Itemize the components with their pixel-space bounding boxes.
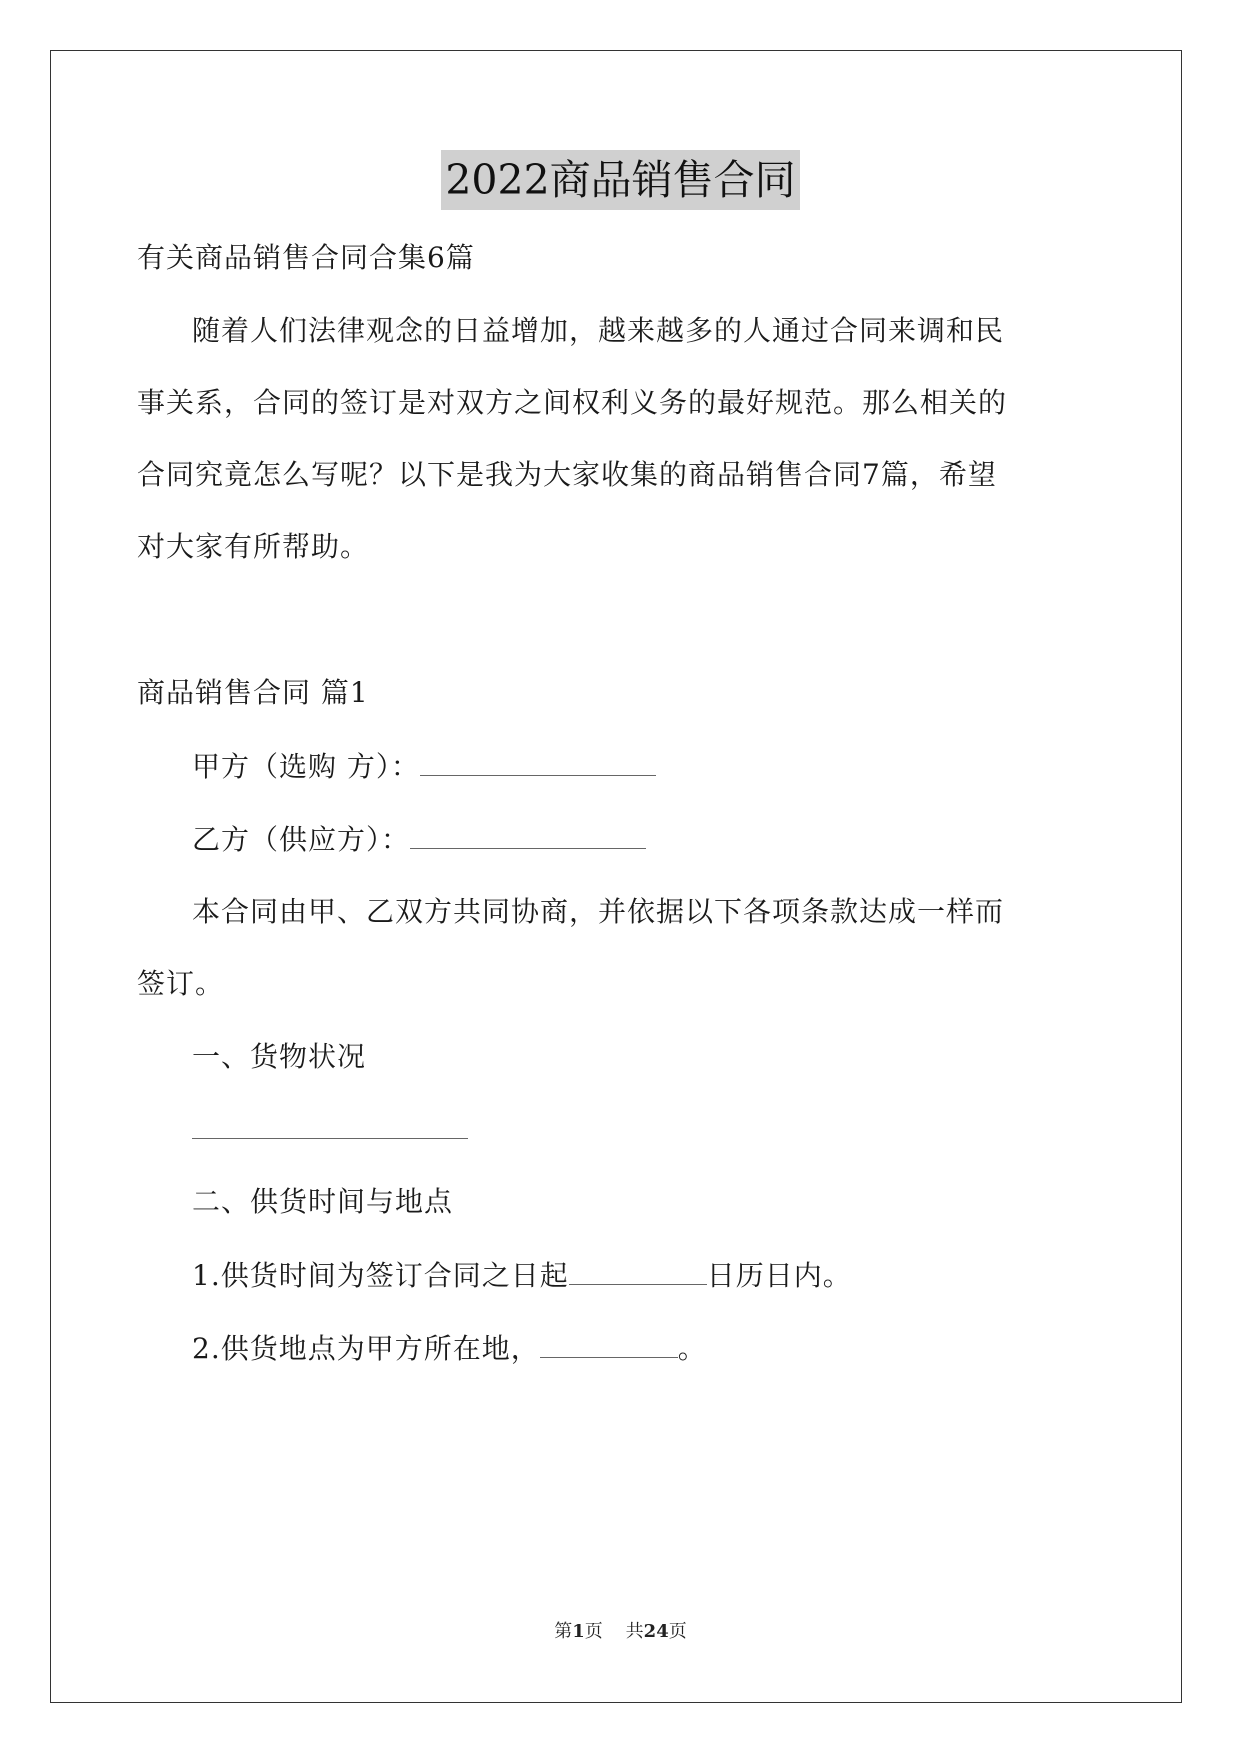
agreement-line-1: 本合同由甲、乙双方共同协商，并依据以下各项条款达成一样而	[192, 895, 1005, 928]
clause-2-item-1-blank	[569, 1258, 707, 1285]
party-a-blank	[420, 749, 656, 776]
agreement-line-2: 签订。	[137, 967, 225, 1000]
clause-2-item-1-suffix: 日历日内。	[706, 1259, 852, 1292]
clause-2-heading: 二、供货时间与地点	[192, 1185, 454, 1218]
page-footer	[0, 1620, 1241, 1644]
section-heading: 商品销售合同 篇1	[137, 676, 369, 709]
party-a-label: 甲方（选购 方）：	[192, 750, 420, 783]
intro-line-2: 事关系，合同的签订是对双方之间权利义务的最好规范。那么相关的	[137, 386, 1008, 419]
footer-page-suffix: 页	[668, 1621, 687, 1642]
document-subtitle: 有关商品销售合同合集6篇	[137, 241, 475, 274]
document-title: 2022商品销售合同	[441, 150, 799, 210]
clause-2-item-2-suffix: 。	[677, 1332, 707, 1365]
footer-page-prefix: 第	[554, 1621, 573, 1642]
footer-page-total: 24	[643, 1621, 669, 1642]
clause-2-item-2	[192, 1329, 707, 1369]
party-a-line	[192, 747, 656, 787]
footer-page-mid: 页 共	[584, 1621, 644, 1642]
clause-2-item-2-text: 2.供货地点为甲方所在地，	[192, 1332, 540, 1365]
page-border	[50, 50, 1182, 1703]
party-b-blank	[410, 822, 646, 849]
clause-1-heading: 一、货物状况	[192, 1040, 367, 1073]
intro-line-4: 对大家有所帮助。	[137, 530, 370, 563]
clause-2-item-1-text: 1.供货时间为签订合同之日起	[192, 1259, 569, 1292]
clause-1-blank-line	[192, 1110, 468, 1150]
clause-1-blank	[192, 1112, 468, 1139]
title-wrap	[0, 150, 1241, 210]
party-b-label: 乙方（供应方）：	[192, 823, 411, 856]
clause-2-item-1	[192, 1256, 852, 1296]
party-b-line	[192, 820, 646, 860]
intro-line-3: 合同究竟怎么写呢？以下是我为大家收集的商品销售合同7篇，希望	[137, 458, 997, 491]
intro-line-1: 随着人们法律观念的日益增加，越来越多的人通过合同来调和民	[192, 314, 1005, 347]
clause-2-item-2-blank	[540, 1331, 678, 1358]
footer-page-number: 1	[572, 1621, 585, 1642]
